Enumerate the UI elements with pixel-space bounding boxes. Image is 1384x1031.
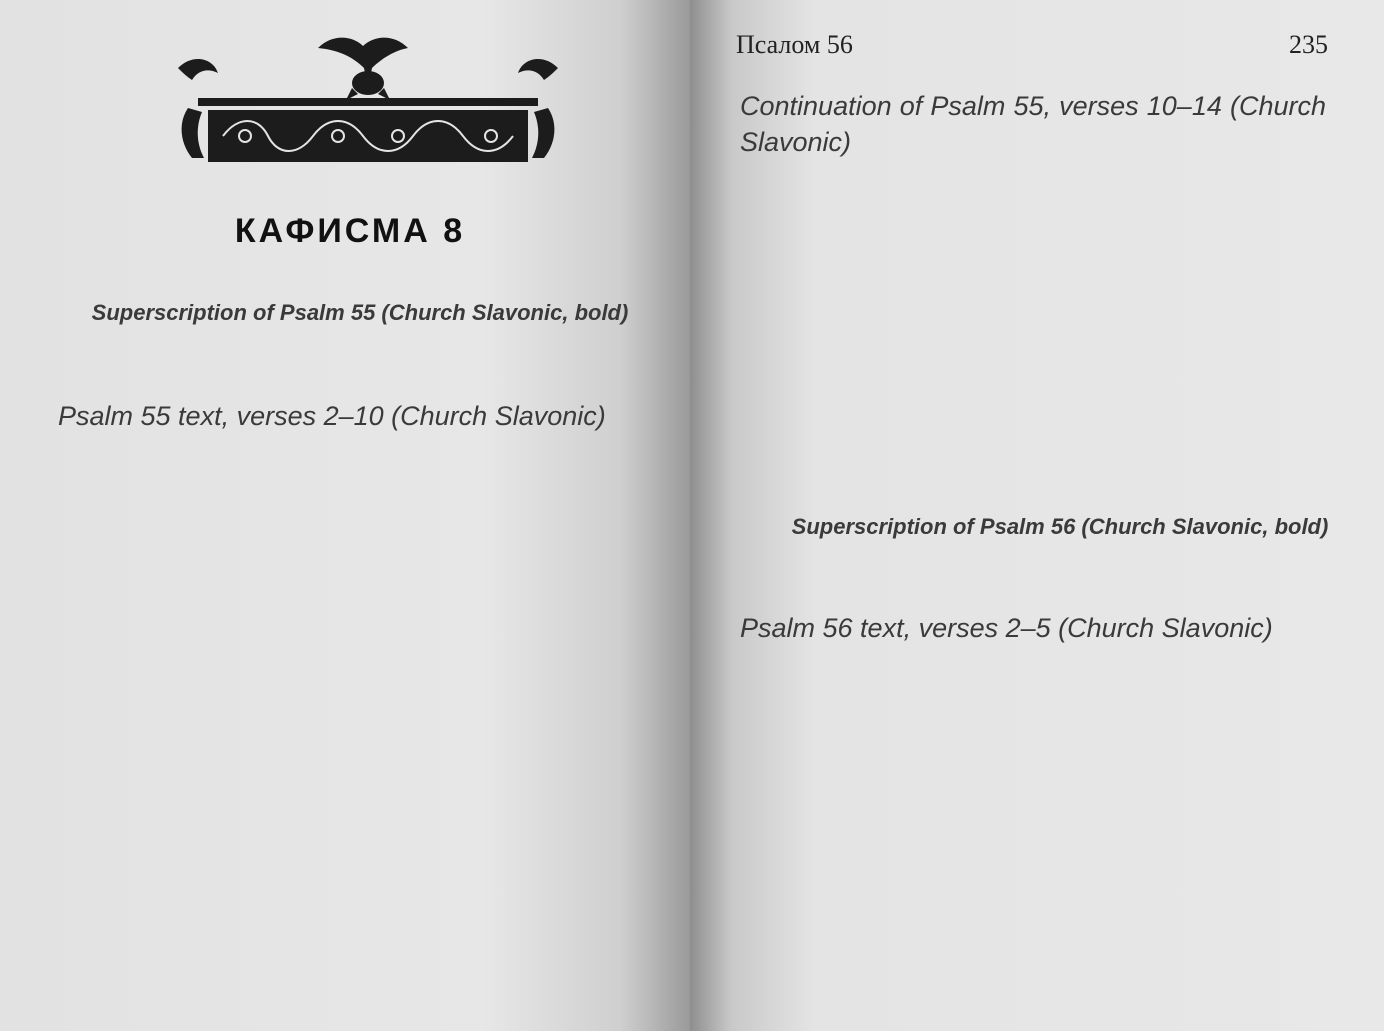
right-page <box>690 0 1384 1031</box>
psalm-56-body <box>740 610 1326 646</box>
psalm-55-body-summary: Psalm 55 text, verses 2–10 (Church Slavonic) <box>58 401 606 431</box>
psalm-55-continuation <box>740 88 1326 160</box>
running-head-title: Псалом 56 <box>736 30 853 59</box>
psalm-55-body <box>58 398 654 434</box>
psalm-56-body-summary: Psalm 56 text, verses 2–5 (Church Slavonic) <box>740 613 1273 643</box>
psalm-55-continuation-summary: Continuation of Psalm 55, verses 10–14 (Church Slavonic) <box>740 91 1326 157</box>
psalm-56-heading-summary: Superscription of Psalm 56 (Church Slavonic, bold) <box>791 514 1329 539</box>
psalm-55-heading <box>70 276 650 350</box>
kathisma-title: КАФИСМА 8 <box>234 212 466 250</box>
page-number: 235 <box>1289 30 1328 59</box>
headpiece-ornament-icon <box>168 28 568 168</box>
left-page <box>0 0 690 1031</box>
running-head <box>736 30 1328 60</box>
psalm-56-heading <box>790 490 1330 564</box>
psalm-55-heading-summary: Superscription of Psalm 55 (Church Slavonic, bold) <box>91 300 629 325</box>
